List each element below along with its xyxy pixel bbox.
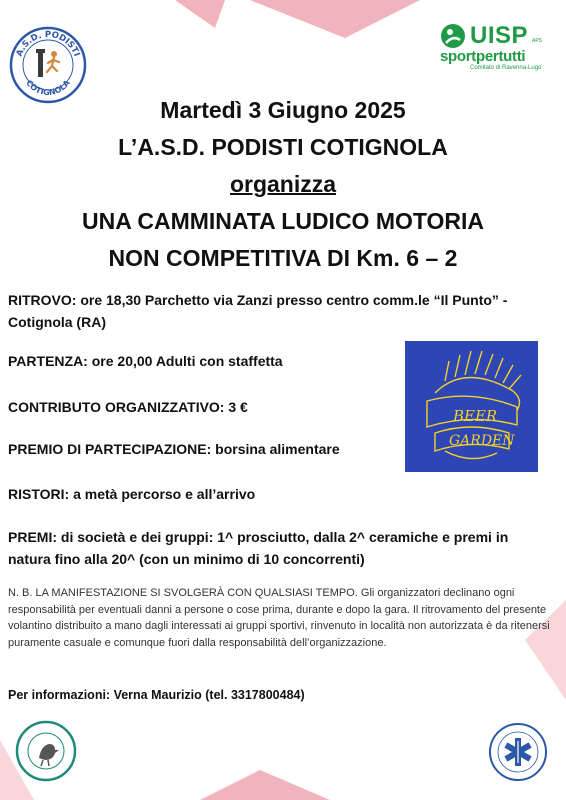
beer-garden-image (405, 341, 538, 472)
ritrovo-info: RITROVO: ore 18,30 Parchetto via Zanzi presso centro comm.le “Il Punto” - Cotignola (RA) (8, 292, 508, 330)
uisp-aps: APS (532, 38, 543, 44)
uisp-emblem-icon (440, 23, 466, 49)
svg-text:A.S.D. PODISTI: A.S.D. PODISTI (14, 29, 82, 59)
contact-info: Per informazioni: Verna Maurizio (tel. 3317800484) (8, 688, 305, 702)
premi-info: PREMI: di società e dei gruppi: 1^ prosciutto, dalla 2^ ceramiche e premi in natura fino alla 20^ (con un minimo di 10 concorrenti) (8, 529, 509, 567)
event-title-line2: NON COMPETITIVA DI Km. 6 – 2 (108, 245, 458, 271)
club-logo (8, 25, 88, 105)
uisp-mark (440, 22, 558, 50)
star-of-life-seal-icon (488, 722, 548, 782)
premio-info: PREMIO DI PARTECIPAZIONE: borsina alimentare (8, 441, 340, 457)
beer-lettering: BEER (453, 407, 498, 425)
garden-lettering: GARDEN (449, 433, 515, 449)
uisp-tagline: sportpertutti (440, 48, 526, 65)
ristori-info: RISTORI: a metà percorso e all’arrivo (8, 486, 256, 502)
beer-garden-hedgehog-icon (405, 341, 538, 472)
uisp-wordmark: UISP (470, 22, 529, 49)
svg-text:COTIGNOLA: COTIGNOLA (24, 78, 72, 98)
organizza-label: organizza (229, 171, 337, 197)
contributo-info: CONTRIBUTO ORGANIZZATIVO: 3 € (8, 399, 248, 415)
uisp-logo (440, 22, 558, 100)
runner-club-logo-icon (8, 25, 88, 105)
coordinamento-seal (15, 720, 77, 782)
organizer-name: L’A.S.D. PODISTI COTIGNOLA (118, 134, 448, 160)
event-date: Martedì 3 Giugno 2025 (160, 97, 406, 123)
uisp-committee: Comitato di Ravenna-Lugo (470, 65, 542, 71)
bird-seal-icon (15, 720, 77, 782)
medical-seal (488, 722, 548, 782)
disclaimer-note: N. B. LA MANIFESTAZIONE SI SVOLGERÀ CON QUALSIASI TEMPO. Gli organizzatori declinano ogni responsabilità per eventuali danni a persone o cose prima, durante e dopo la gara. Il ritrovamento del presente volantino distribuito a mano dagli interessati ai gruppi sportivi, rinvenuto in località non autorizzata è da ritenersi puramente casuale e comunque fuori dalla responsabilità dell’organizzazione. (8, 587, 550, 649)
partenza-info: PARTENZA: ore 20,00 Adulti con staffetta (8, 353, 283, 369)
event-title-line1: UNA CAMMINATA LUDICO MOTORIA (81, 208, 485, 234)
